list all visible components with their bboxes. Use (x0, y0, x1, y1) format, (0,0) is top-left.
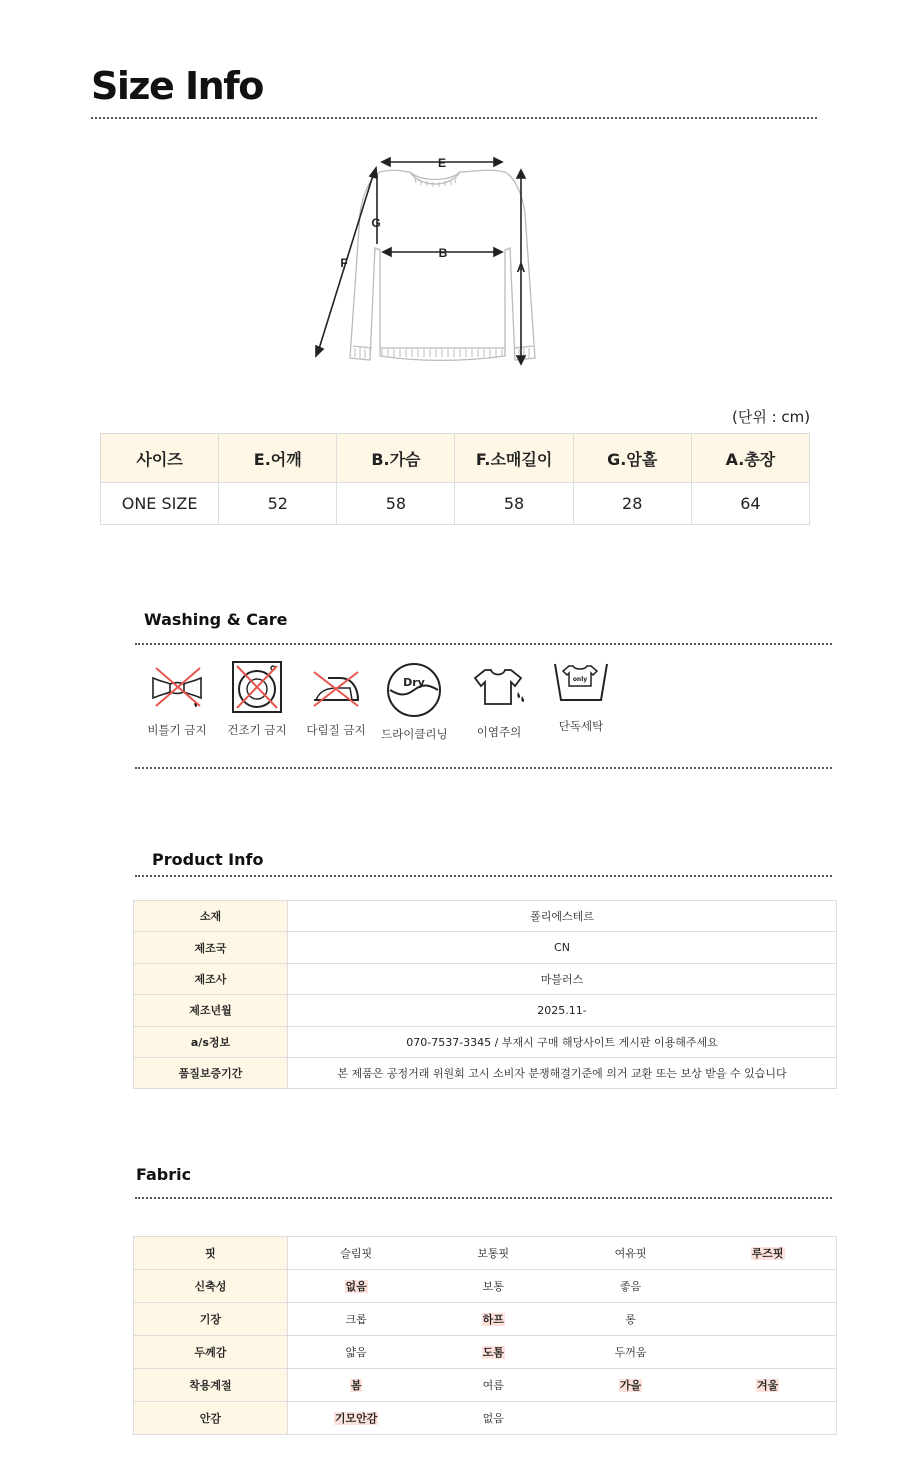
product-info-divider (135, 875, 832, 877)
table-row (134, 1237, 837, 1270)
table-row (134, 1336, 837, 1369)
no-wring-icon (148, 664, 206, 710)
fabric-option (562, 1402, 699, 1435)
fabric-option-selected: 봄 (350, 1379, 362, 1392)
no-tumble-dry-icon (229, 660, 285, 714)
size-cell: 58 (455, 483, 573, 525)
info-value: 2025.11- (288, 995, 837, 1026)
fabric-option-label: 여름 (482, 1379, 504, 1392)
fabric-option (562, 1369, 699, 1402)
header-cell: 사이즈 (101, 434, 219, 483)
table-row (134, 1026, 837, 1057)
size-cell: 28 (573, 483, 691, 525)
fabric-key: 두께감 (134, 1336, 288, 1369)
fabric-option (699, 1270, 836, 1303)
fabric-option (425, 1270, 562, 1303)
fabric-option-label: 롱 (625, 1313, 636, 1326)
fabric-option (425, 1402, 562, 1435)
table-row (134, 963, 837, 994)
label-e: E (437, 156, 447, 170)
info-value: 본 제품은 공정거래 위원회 고시 소비자 분쟁해결기준에 의거 교환 또는 보상 받을 수 있습니다 (288, 1057, 837, 1088)
info-value: 070-7537-3345 / 부재시 구매 해당사이트 게시판 이용해주세요 (288, 1026, 837, 1057)
wash-separately-icon-text: only (572, 676, 588, 683)
fabric-option (562, 1303, 699, 1336)
fabric-key: 기장 (134, 1303, 288, 1336)
size-table (100, 433, 810, 525)
unit-label: (단위 : cm) (732, 408, 811, 426)
care-label: 드라이클리닝 (381, 727, 448, 741)
size-table-header (101, 434, 810, 483)
fabric-option (287, 1270, 424, 1303)
fabric-key: 핏 (134, 1237, 288, 1270)
table-row (134, 1057, 837, 1088)
title-divider (91, 117, 817, 119)
washing-divider-bottom (135, 767, 832, 769)
fabric-option (287, 1336, 424, 1369)
fabric-option-selected: 겨울 (756, 1379, 779, 1392)
table-row (134, 1303, 837, 1336)
info-key: 제조년월 (134, 995, 288, 1026)
info-value: 폴리에스테르 (288, 901, 837, 932)
fabric-key: 안감 (134, 1402, 288, 1435)
fabric-option (425, 1369, 562, 1402)
product-info-title: Product Info (152, 850, 264, 869)
header-cell: G.암홀 (573, 434, 691, 483)
care-item (305, 666, 367, 738)
table-row (134, 1369, 837, 1402)
fabric-option-label: 크롭 (345, 1313, 367, 1326)
care-label: 이염주의 (476, 725, 522, 739)
dry-clean-icon-text: Dry (403, 676, 425, 689)
fabric-option (699, 1402, 836, 1435)
fabric-key: 착용계절 (134, 1369, 288, 1402)
table-row (134, 932, 837, 963)
table-row (101, 483, 810, 525)
table-row (134, 901, 837, 932)
no-iron-icon (308, 666, 364, 712)
fabric-option-selected: 기모안감 (334, 1412, 378, 1425)
fabric-option (287, 1303, 424, 1336)
size-cell: 64 (691, 483, 809, 525)
fabric-option-selected: 없음 (345, 1280, 367, 1293)
dry-clean-icon (386, 662, 442, 718)
header-cell: A.총장 (691, 434, 809, 483)
fabric-option (699, 1303, 836, 1336)
fabric-option (287, 1237, 424, 1270)
fabric-option-label: 좋음 (619, 1280, 642, 1293)
fabric-option-label: 슬림핏 (340, 1247, 373, 1260)
header-cell: B.가슴 (337, 434, 455, 483)
fabric-option-selected: 도톰 (482, 1346, 504, 1359)
header-cell: F.소매길이 (455, 434, 573, 483)
fabric-option (425, 1303, 562, 1336)
info-key: 제조사 (134, 963, 288, 994)
label-g: G (371, 216, 381, 230)
header-cell: E.어깨 (219, 434, 337, 483)
care-label: 다림질 금지 (306, 723, 366, 737)
fabric-divider (135, 1197, 832, 1199)
fabric-option-selected: 루즈핏 (751, 1247, 784, 1260)
wash-separately-icon (551, 660, 611, 706)
care-item (226, 660, 288, 738)
fabric-option-label: 여유핏 (614, 1247, 647, 1260)
fabric-option-label: 얇음 (345, 1346, 367, 1359)
label-f: F (340, 256, 348, 270)
page-title: Size Info (91, 64, 263, 108)
fabric-option (699, 1237, 836, 1270)
info-value: 마블러스 (288, 963, 837, 994)
fabric-option (699, 1336, 836, 1369)
size-cell: 52 (219, 483, 337, 525)
fabric-option-selected: 하프 (482, 1313, 504, 1326)
fabric-option (699, 1369, 836, 1402)
care-label: 단독세탁 (558, 719, 604, 733)
care-item (468, 666, 530, 740)
fabric-option-label: 없음 (482, 1412, 504, 1425)
info-key: 품질보증기간 (134, 1057, 288, 1088)
fabric-option (562, 1270, 699, 1303)
fabric-option (425, 1336, 562, 1369)
size-cell: 58 (337, 483, 455, 525)
info-key: a/s정보 (134, 1026, 288, 1057)
care-item (381, 662, 447, 742)
fabric-option-label: 보통 (482, 1280, 504, 1293)
color-bleed-icon (471, 666, 527, 710)
fabric-option (562, 1336, 699, 1369)
washing-title: Washing & Care (144, 610, 288, 629)
fabric-option (287, 1369, 424, 1402)
fabric-key: 신축성 (134, 1270, 288, 1303)
fabric-option (425, 1237, 562, 1270)
care-label: 건조기 금지 (227, 723, 287, 737)
info-key: 소재 (134, 901, 288, 932)
table-row (134, 995, 837, 1026)
sweater-diagram (300, 148, 560, 378)
fabric-title: Fabric (136, 1165, 192, 1184)
care-item (549, 660, 613, 734)
size-cell: ONE SIZE (101, 483, 219, 525)
label-a: A (516, 261, 526, 275)
fabric-option (287, 1402, 424, 1435)
fabric-option-selected: 가을 (619, 1379, 642, 1392)
product-info-table (133, 900, 837, 1089)
table-row (134, 1402, 837, 1435)
table-row (134, 1270, 837, 1303)
fabric-option-label: 보통핏 (477, 1247, 510, 1260)
fabric-option-label: 두꺼움 (614, 1346, 647, 1359)
fabric-option (562, 1237, 699, 1270)
info-value: CN (288, 932, 837, 963)
care-item (146, 664, 208, 738)
washing-divider-top (135, 643, 832, 645)
care-label: 비틀기 금지 (147, 723, 207, 737)
fabric-table (133, 1236, 837, 1435)
label-b: B (438, 246, 448, 260)
info-key: 제조국 (134, 932, 288, 963)
